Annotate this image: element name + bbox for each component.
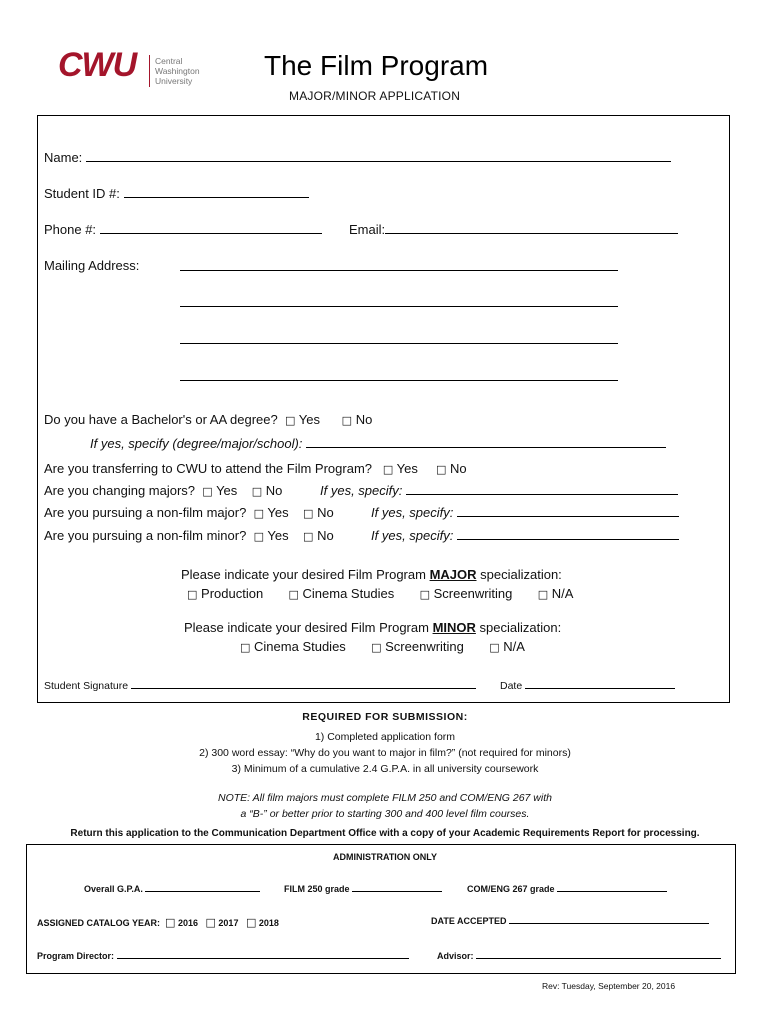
logo-divider <box>149 55 150 87</box>
film250-line[interactable] <box>352 891 442 892</box>
minor-prompt-text: Please indicate your desired Film Program <box>184 620 429 635</box>
application-form-frame <box>37 115 730 703</box>
gpa-field[interactable] <box>84 884 260 894</box>
degree-yes-label: Yes <box>298 412 320 427</box>
gpa-label: Overall G.P.A. <box>84 884 143 894</box>
major-screenwriting-checkbox[interactable]: □ <box>419 588 430 601</box>
changing-yes-checkbox[interactable]: □ <box>202 485 213 498</box>
email-label: Email: <box>349 222 386 237</box>
minor-specialization-prompt <box>184 620 561 635</box>
nonfilm-major-question <box>44 505 334 520</box>
nonfilm-minor-yes-label: Yes <box>267 528 289 543</box>
return-instructions: Return this application to the Communication Department Office with a copy of your Academic Requirements Report for processing. <box>70 828 700 839</box>
film250-field[interactable] <box>284 884 442 894</box>
changing-majors-question <box>44 483 282 498</box>
nonfilm-major-no-checkbox[interactable]: □ <box>303 507 314 520</box>
changing-specify-field[interactable] <box>320 483 678 498</box>
minor-cinema-checkbox[interactable]: □ <box>240 641 251 654</box>
comeng-line[interactable] <box>557 891 667 892</box>
major-option-cinema-studies: Cinema Studies <box>302 586 395 601</box>
major-option-na: N/A <box>551 586 574 601</box>
address-line-2[interactable] <box>180 294 618 307</box>
logo-line-1: Central <box>155 56 183 66</box>
year-2017-checkbox[interactable]: □ <box>205 916 216 929</box>
address-line-3[interactable] <box>180 331 618 344</box>
date-accepted-label: DATE ACCEPTED <box>431 916 507 926</box>
transfer-yes-checkbox[interactable]: □ <box>382 463 394 476</box>
minor-na-checkbox[interactable]: □ <box>489 641 500 654</box>
minor-word: MINOR <box>432 620 476 635</box>
email-field[interactable] <box>349 222 678 237</box>
transfer-question-text: Are you transferring to CWU to attend the Film Program? <box>44 461 373 476</box>
nonfilm-major-yes-label: Yes <box>267 505 289 520</box>
name-label: Name: <box>44 150 83 165</box>
changing-question-text: Are you changing majors? <box>44 483 196 498</box>
phone-line[interactable] <box>100 233 322 234</box>
major-specialization-prompt <box>181 567 562 582</box>
phone-field[interactable] <box>44 222 322 237</box>
requirements-heading: REQUIRED FOR SUBMISSION: <box>302 711 468 723</box>
major-prompt-post: specialization: <box>480 567 562 582</box>
major-options <box>187 586 573 601</box>
email-line[interactable] <box>385 233 678 234</box>
degree-specify-label: If yes, specify (degree/major/school): <box>90 436 303 451</box>
transfer-yes-label: Yes <box>396 461 418 476</box>
logo-line-3: University <box>155 76 193 86</box>
phone-label: Phone #: <box>44 222 97 237</box>
advisor-label: Advisor: <box>437 951 474 961</box>
comeng-label: COM/ENG 267 grade <box>467 884 555 894</box>
mailing-address-label: Mailing Address: <box>44 258 140 273</box>
year-2017-label: 2017 <box>218 918 239 928</box>
degree-specify-line[interactable] <box>306 447 666 448</box>
catalog-year-field <box>37 916 279 929</box>
program-director-line[interactable] <box>117 958 409 959</box>
note-line-1: NOTE: All film majors must complete FILM 250 and COM/ENG 267 with <box>218 792 552 804</box>
minor-option-cinema-studies: Cinema Studies <box>254 639 346 654</box>
date-label: Date <box>500 680 523 692</box>
cwu-logo-mark: CWU <box>58 46 137 84</box>
major-option-screenwriting: Screenwriting <box>433 586 513 601</box>
major-word: MAJOR <box>429 567 477 582</box>
year-2016-checkbox[interactable]: □ <box>165 916 176 929</box>
name-field[interactable] <box>44 150 671 165</box>
nonfilm-major-yes-checkbox[interactable]: □ <box>253 507 264 520</box>
page-title: The Film Program <box>264 50 489 81</box>
program-director-field[interactable] <box>37 951 409 961</box>
advisor-line[interactable] <box>476 958 721 959</box>
program-director-label: Program Director: <box>37 951 115 961</box>
requirement-item-2: 2) 300 word essay: “Why do you want to major in film?” (not required for minors) <box>199 747 571 759</box>
major-option-production: Production <box>201 586 264 601</box>
logo-line-2: Washington <box>155 66 200 76</box>
major-production-checkbox[interactable]: □ <box>187 588 198 601</box>
student-id-label: Student ID #: <box>44 186 120 201</box>
cwu-logo-text <box>155 56 215 86</box>
degree-question-text: Do you have a Bachelor's or AA degree? <box>44 412 278 427</box>
minor-option-na: N/A <box>503 639 525 654</box>
catalog-year-label: ASSIGNED CATALOG YEAR: <box>37 918 161 928</box>
nonfilm-minor-text: Are you pursuing a non-film minor? <box>44 528 247 543</box>
signature-label: Student Signature <box>44 680 129 692</box>
changing-specify-label: If yes, specify: <box>320 483 403 498</box>
date-accepted-line[interactable] <box>509 923 709 924</box>
name-line[interactable] <box>86 161 671 162</box>
page-subtitle: MAJOR/MINOR APPLICATION <box>289 89 461 103</box>
nonfilm-minor-specify-field[interactable] <box>371 528 679 543</box>
address-line-4[interactable] <box>180 368 618 381</box>
nonfilm-major-no-label: No <box>317 505 334 520</box>
requirement-item-3: 3) Minimum of a cumulative 2.4 G.P.A. in all university coursework <box>231 763 539 775</box>
signature-line[interactable] <box>131 688 476 689</box>
nonfilm-major-specify-field[interactable] <box>371 505 679 520</box>
minor-screenwriting-checkbox[interactable]: □ <box>371 641 382 654</box>
student-id-field[interactable] <box>44 186 309 201</box>
film250-label: FILM 250 grade <box>284 884 350 894</box>
degree-no-label: No <box>355 412 373 427</box>
major-prompt-text: Please indicate your desired Film Program <box>181 567 426 582</box>
major-cinema-checkbox[interactable]: □ <box>288 588 299 601</box>
comeng-field[interactable] <box>467 884 667 894</box>
transfer-no-checkbox[interactable]: □ <box>435 463 447 476</box>
transfer-no-label: No <box>449 461 467 476</box>
nonfilm-minor-no-label: No <box>317 528 334 543</box>
nonfilm-minor-yes-checkbox[interactable]: □ <box>253 530 264 543</box>
requirement-item-1: 1) Completed application form <box>314 731 456 743</box>
changing-specify-line[interactable] <box>406 494 678 495</box>
year-2016-label: 2016 <box>177 918 198 928</box>
changing-yes-label: Yes <box>216 483 238 498</box>
nonfilm-major-text: Are you pursuing a non-film major? <box>44 505 247 520</box>
minor-prompt-post: specialization: <box>479 620 562 635</box>
note-line-2: a “B-” or better prior to starting 300 and 400 level film courses. <box>240 808 530 820</box>
signature-field[interactable] <box>44 680 476 692</box>
nonfilm-minor-specify-line[interactable] <box>457 539 679 540</box>
year-2018-checkbox[interactable]: □ <box>245 916 257 929</box>
changing-no-label: No <box>265 483 283 498</box>
date-field[interactable] <box>500 680 675 692</box>
nonfilm-major-specify-line[interactable] <box>457 516 679 517</box>
minor-options <box>240 639 525 654</box>
date-accepted-field[interactable] <box>431 916 709 926</box>
changing-no-checkbox[interactable]: □ <box>251 485 263 498</box>
degree-no-checkbox[interactable]: □ <box>341 414 353 427</box>
address-line-1[interactable] <box>180 258 618 271</box>
nonfilm-minor-specify-label: If yes, specify: <box>371 528 454 543</box>
major-na-checkbox[interactable]: □ <box>537 588 549 601</box>
nonfilm-major-specify-label: If yes, specify: <box>371 505 454 520</box>
year-2018-label: 2018 <box>258 918 279 928</box>
gpa-line[interactable] <box>145 891 260 892</box>
advisor-field[interactable] <box>437 951 721 961</box>
revision-date: Rev: Tuesday, September 20, 2016 <box>542 981 676 991</box>
transfer-question <box>44 461 467 476</box>
nonfilm-minor-no-checkbox[interactable]: □ <box>303 530 314 543</box>
degree-yes-checkbox[interactable]: □ <box>284 414 296 427</box>
student-id-line[interactable] <box>124 197 309 198</box>
degree-question <box>44 412 372 427</box>
minor-option-screenwriting: Screenwriting <box>385 639 464 654</box>
nonfilm-minor-question <box>44 528 334 543</box>
degree-specify-field[interactable] <box>90 436 666 451</box>
admin-heading: ADMINISTRATION ONLY <box>332 852 437 862</box>
date-line[interactable] <box>525 688 675 689</box>
